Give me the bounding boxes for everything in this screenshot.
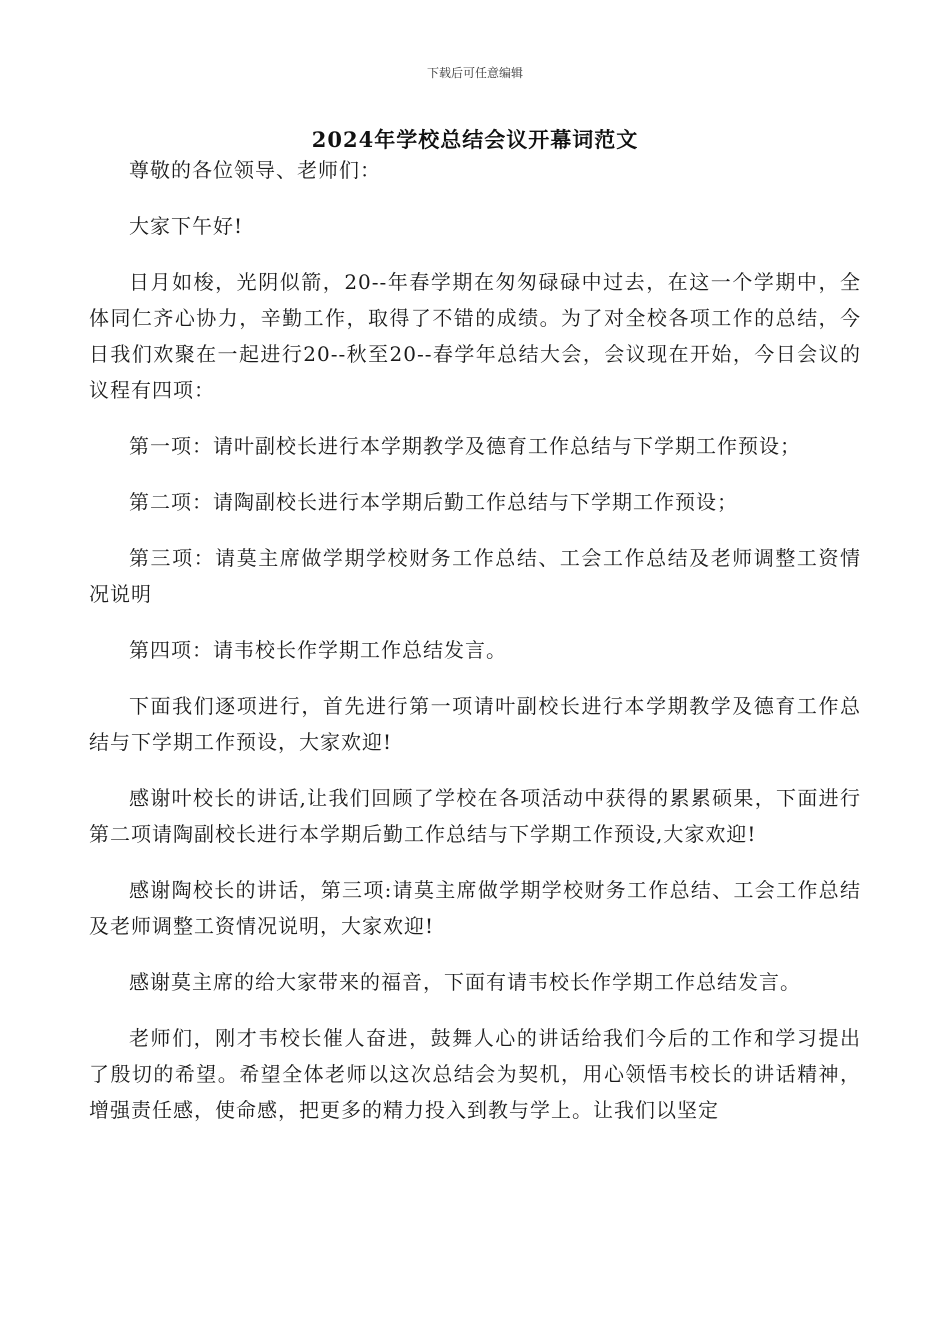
- salutation-paragraph: 尊敬的各位领导、老师们：: [129, 158, 381, 182]
- document-title: 2024年学校总结会议开幕词范文: [311, 127, 639, 152]
- opening-paragraph: 日月如梭，光阴似箭，20--年春学期在匆匆碌碌中过去，在这一个学期中，全体同仁齐心协力，辛勤工作，取得了不错的成绩。为了对全校各项工作的总结，今日我们欢聚在一起进行20--秋至20--春学年总结大会，会议现在开始，今日会议的议程有四项：: [89, 270, 861, 402]
- agenda-item-4: 第四项：请韦校长作学期工作总结发言。: [129, 638, 507, 662]
- agenda-item-3: 第三项：请莫主席做学期学校财务工作总结、工会工作总结及老师调整工资情况说明: [89, 546, 861, 606]
- transition-paragraph-1: 下面我们逐项进行，首先进行第一项请叶副校长进行本学期教学及德育工作总结与下学期工作预设，大家欢迎!: [89, 694, 861, 754]
- agenda-item-1: 第一项：请叶副校长进行本学期教学及德育工作总结与下学期工作预设；: [129, 434, 801, 458]
- transition-paragraph-4: 感谢莫主席的给大家带来的福音，下面有请韦校长作学期工作总结发言。: [129, 970, 801, 994]
- closing-paragraph: 老师们，刚才韦校长催人奋进，鼓舞人心的讲话给我们今后的工作和学习提出了殷切的希望。希望全体老师以这次总结会为契机，用心领悟韦校长的讲话精神，增强责任感，使命感，把更多的精力投入到教与学上。让我们以坚定: [89, 1026, 861, 1122]
- transition-paragraph-2: 感谢叶校长的讲话,让我们回顾了学校在各项活动中获得的累累硕果，下面进行第二项请陶副校长进行本学期后勤工作总结与下学期工作预设,大家欢迎!: [89, 786, 861, 846]
- transition-paragraph-3: 感谢陶校长的讲话，第三项:请莫主席做学期学校财务工作总结、工会工作总结及老师调整工资情况说明，大家欢迎!: [89, 878, 861, 938]
- document-body: [89, 152, 861, 1148]
- agenda-item-2: 第二项：请陶副校长进行本学期后勤工作总结与下学期工作预设；: [129, 490, 738, 514]
- greeting-paragraph: 大家下午好!: [129, 214, 244, 238]
- header-note: 下载后可任意编辑: [426, 66, 523, 80]
